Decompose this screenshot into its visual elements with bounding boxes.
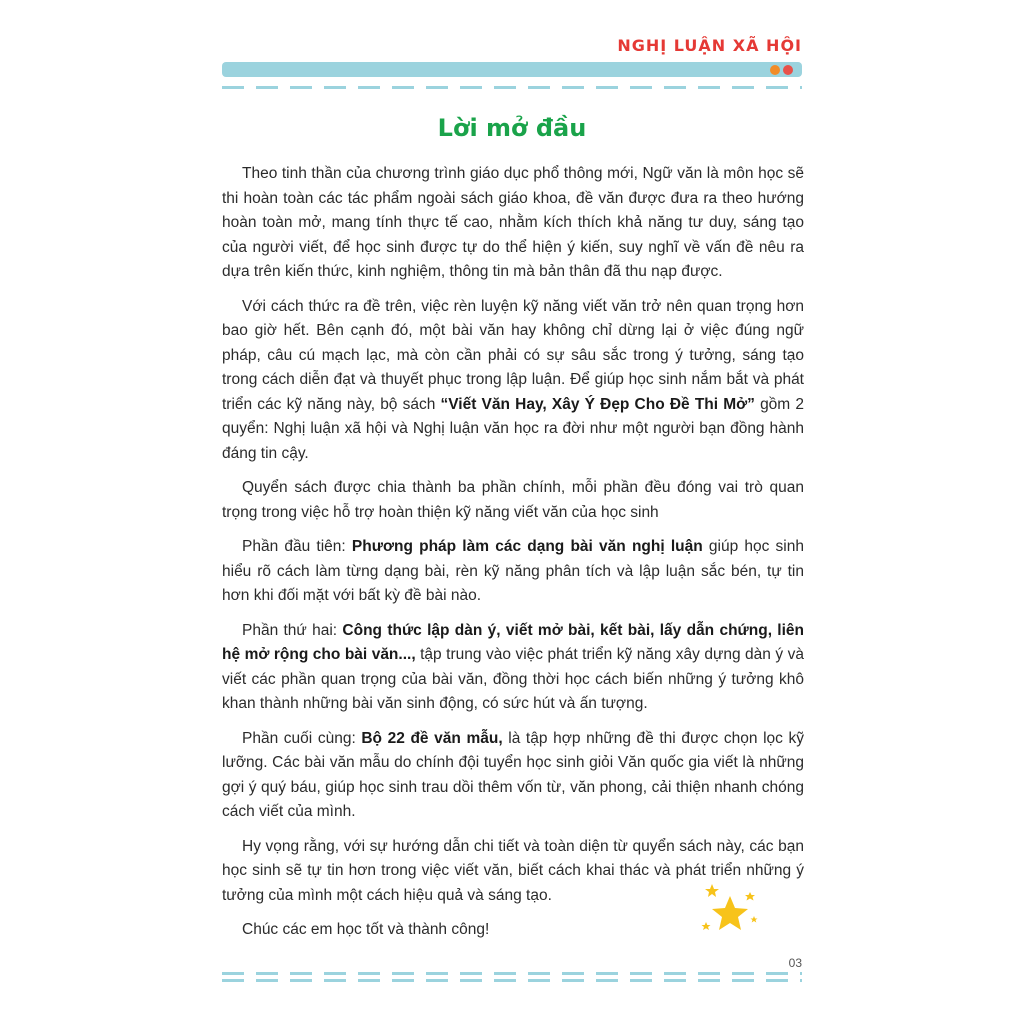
paragraph-1: Theo tinh thần của chương trình giáo dục phổ thông mới, Ngữ văn là môn học sẽ thi hoàn toàn các tác phẩm ngoài sách giáo khoa, đề văn được đưa ra theo hướng hoàn toàn mở, mang tính thực tế cao, nhằm kích thích khả năng tư duy, sáng tạo của người viết, để học sinh được tự do thể hiện ý kiến, suy nghĩ về vấn đề nêu ra dựa trên kiến thức, kinh nghiệm, thông tin mà bản thân đã thu nạp được. (222, 165, 804, 280)
top-dashed-divider (222, 86, 802, 89)
bottom-dashed-divider (222, 972, 802, 975)
orange-dot-icon (770, 65, 780, 75)
bottom-dashed-divider-2 (222, 979, 802, 982)
red-dot-icon (783, 65, 793, 75)
header-bar (222, 62, 802, 77)
paragraph-3: Quyển sách được chia thành ba phần chính, mỗi phần đều đóng vai trò quan trọng trong việc hỗ trợ hoàn thiện kỹ năng viết văn của học sinh (222, 479, 804, 521)
part-one-bold: Phương pháp làm các dạng bài văn nghị luận (351, 538, 703, 555)
paragraph-6: Phần cuối cùng: Bộ 22 đề văn mẫu, là tập hợp những đề thi được chọn lọc kỹ lưỡng. Các bài văn mẫu do chính đội tuyển học sinh giỏi Văn quốc gia viết là những gợi ý quý báu, giúp học sinh trau dồi thêm vốn từ, văn phong, cải thiện nhanh chóng cách viết của mình. (222, 729, 804, 820)
body-text (222, 162, 804, 953)
page-heading: Lời mở đầu (437, 114, 587, 142)
stars-icon (700, 882, 760, 942)
part-three-bold: Bộ 22 đề văn mẫu, (361, 729, 503, 747)
paragraph-8: Chúc các em học tốt và thành công! (242, 921, 490, 938)
part-two-bold: Công thức lập dàn ý, viết mở bài, kết bài, lấy dẫn chứng, liên hệ mở rộng cho bài văn..., (222, 621, 805, 663)
book-title-bold: “Viết Văn Hay, Xây Ý Đẹp Cho Đề Thi Mở” (440, 395, 755, 413)
page-number: 03 (788, 956, 802, 970)
section-title: NGHỊ LUẬN XÃ HỘI (617, 36, 802, 55)
paragraph-4: Phần đầu tiên: Phương pháp làm các dạng bài văn nghị luận giúp học sinh hiểu rõ cách làm từng dạng bài, rèn kỹ năng phân tích và lập luận sắc bén, tự tin hơn khi đối mặt với bất kỳ đề bài nào. (222, 538, 804, 604)
paragraph-5: Phần thứ hai: Công thức lập dàn ý, viết mở bài, kết bài, lấy dẫn chứng, liên hệ mở rộng cho bài văn..., tập trung vào việc phát triển kỹ năng xây dựng dàn ý và viết các phần quan trọng của bài văn, đồng thời học cách biến những ý tưởng khô khan thành những bài văn sinh động, có sức hút và ấn tượng. (222, 621, 805, 712)
paragraph-2: Với cách thức ra đề trên, việc rèn luyện kỹ năng viết văn trở nên quan trọng hơn bao giờ hết. Bên cạnh đó, một bài văn hay không chỉ dừng lại ở việc đúng ngữ pháp, câu cú mạch lạc, mà còn cần phải có sự sâu sắc trong ý tưởng, sáng tạo trong cách diễn đạt và thuyết phục trong lập luận. Để giúp học sinh nắm bắt và phát triển các kỹ năng này, bộ sách “Viết Văn Hay, Xây Ý Đẹp Cho Đề Thi Mở” gồm 2 quyển: Nghị luận xã hội và Nghị luận văn học ra đời như một người bạn đồng hành đáng tin cậy. (222, 297, 804, 462)
paragraph-7: Hy vọng rằng, với sự hướng dẫn chi tiết và toàn diện từ quyển sách này, các bạn học sinh sẽ tự tin hơn trong việc viết văn, biết cách khai thác và phát triển những ý tưởng của mình một cách hiệu quả và sáng tạo. (222, 837, 804, 904)
